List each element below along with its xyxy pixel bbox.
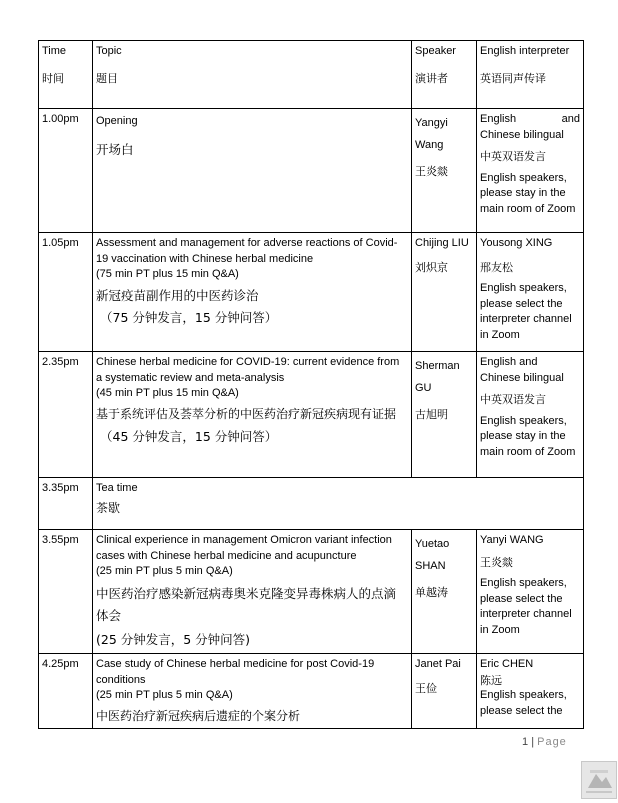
schedule-table	[38, 40, 584, 729]
row-speaker: Yangyi Wang 王炎燚	[412, 109, 477, 233]
table-row-tea	[39, 478, 584, 530]
table-row	[39, 233, 584, 352]
document-corner-icon	[581, 761, 617, 799]
header-interpreter: English interpreter 英语同声传译	[477, 41, 584, 109]
page-separator: |	[531, 736, 535, 748]
header-topic: Topic 题目	[93, 41, 412, 109]
row-topic: Assessment and management for adverse reactions of Covid-19 vaccination with Chinese herbal medicine (75 min PT plus 15 min Q&A) 新冠疫苗副作用的中医药诊治 （75 分钟发言，15 分钟问答）	[93, 233, 412, 352]
row-time: 2.35pm	[39, 352, 93, 478]
row-topic: Opening 开场白	[93, 109, 412, 233]
row-interpreter: Yanyi WANG 王炎燚 English speakers, please select the interpreter channel in Zoom	[477, 530, 584, 654]
row-speaker: Yuetao SHAN 单越涛	[412, 530, 477, 654]
table-row	[39, 352, 584, 478]
table-row	[39, 654, 584, 729]
row-speaker: Janet Pai 王俭	[412, 654, 477, 729]
page-number: 1	[522, 736, 529, 748]
table-header-row	[39, 41, 584, 109]
document-corner-icon-graphic	[582, 762, 616, 798]
table-row	[39, 530, 584, 654]
table-row	[39, 109, 584, 233]
row-topic: Clinical experience in management Omicron variant infection cases with Chinese herbal medicine and acupuncture (25 min PT plus 5 min Q&A) 中医药治疗感染新冠病毒奥米克隆变异毒株病人的点滴体会 (25 分钟发言，5 分钟问答)	[93, 530, 412, 654]
row-time: 3.35pm	[39, 478, 93, 530]
row-speaker: Sherman GU 古旭明	[412, 352, 477, 478]
row-time: 4.25pm	[39, 654, 93, 729]
header-speaker: Speaker 演讲者	[412, 41, 477, 109]
row-time: 1.00pm	[39, 109, 93, 233]
row-speaker: Chijing LIU 刘炽京	[412, 233, 477, 352]
page-footer	[522, 736, 567, 748]
row-time: 1.05pm	[39, 233, 93, 352]
page-word: Page	[537, 736, 567, 748]
tea-time-cell: Tea time 茶歇	[93, 478, 584, 530]
row-interpreter: English and Chinese bilingual 中英双语发言 English speakers, please stay in the main room of Zoom	[477, 109, 584, 233]
row-interpreter: Eric CHEN 陈远 English speakers, please select the	[477, 654, 584, 729]
row-interpreter: English and Chinese bilingual 中英双语发言 English speakers, please stay in the main room of Zoom	[477, 352, 584, 478]
row-topic: Case study of Chinese herbal medicine for post Covid-19 conditions (25 min PT plus 5 min Q&A) 中医药治疗新冠疾病后遗症的个案分析	[93, 654, 412, 729]
row-topic: Chinese herbal medicine for COVID-19: current evidence from a systematic review and meta-analysis (45 min PT plus 15 min Q&A) 基于系统评估及荟萃分析的中医药治疗新冠疾病现有证据 （45 分钟发言，15 分钟问答）	[93, 352, 412, 478]
row-time: 3.55pm	[39, 530, 93, 654]
row-interpreter: Yousong XING 邢友松 English speakers, please select the interpreter channel in Zoom	[477, 233, 584, 352]
header-time: Time 时间	[39, 41, 93, 109]
